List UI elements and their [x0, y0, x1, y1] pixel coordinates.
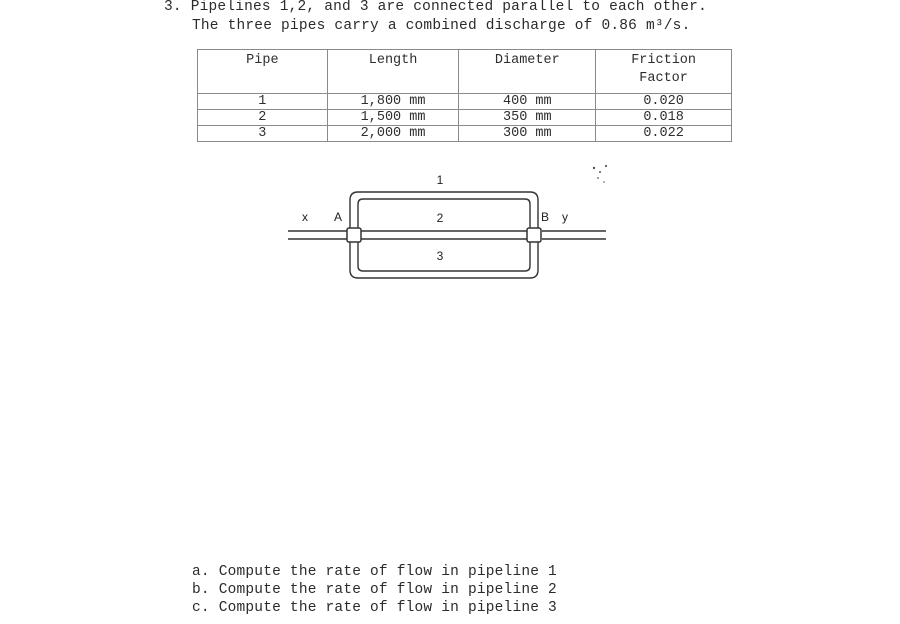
label-pipe-3: 3	[436, 249, 444, 263]
pipe-3	[350, 241, 538, 278]
pipe-1	[350, 192, 538, 229]
outlet-pipe	[542, 231, 606, 239]
cell-pipe: 2	[198, 110, 328, 126]
header-factor: Factor	[639, 71, 688, 86]
header-pipe: Pipe	[198, 50, 328, 94]
parallel-pipe-diagram	[280, 160, 620, 285]
label-pipe-1: 1	[436, 173, 444, 187]
junction-b	[527, 228, 541, 242]
cell-length: 2,000 mm	[327, 126, 459, 142]
pipe-2	[360, 231, 530, 239]
cell-friction: 0.018	[596, 110, 732, 126]
cell-friction: 0.020	[596, 94, 732, 110]
cell-length: 1,500 mm	[327, 110, 459, 126]
problem-statement-line-1: 3. Pipelines 1,2, and 3 are connected parallel to each other.	[164, 0, 707, 15]
cell-pipe: 1	[198, 94, 328, 110]
cell-diameter: 300 mm	[459, 126, 596, 142]
pipe-data-table	[197, 49, 732, 142]
table-header-row	[198, 50, 732, 94]
table-row	[198, 126, 732, 142]
label-point-a: A	[334, 210, 343, 224]
question-b: b. Compute the rate of flow in pipeline 2	[192, 582, 557, 598]
cell-diameter: 400 mm	[459, 94, 596, 110]
cell-diameter: 350 mm	[459, 110, 596, 126]
question-a: a. Compute the rate of flow in pipeline 1	[192, 564, 557, 580]
header-length: Length	[327, 50, 459, 94]
label-x: x	[302, 210, 308, 224]
label-y: y	[562, 210, 568, 224]
problem-statement-line-2: The three pipes carry a combined discharge of 0.86 m³/s.	[192, 18, 691, 34]
label-point-b: B	[541, 210, 550, 224]
cell-friction: 0.022	[596, 126, 732, 142]
scan-speckle	[593, 165, 607, 183]
header-friction-factor	[596, 50, 732, 94]
cell-pipe: 3	[198, 126, 328, 142]
table-row	[198, 110, 732, 126]
header-friction: Friction	[631, 53, 696, 68]
inlet-pipe	[288, 231, 348, 239]
cell-length: 1,800 mm	[327, 94, 459, 110]
label-pipe-2: 2	[436, 211, 444, 225]
header-diameter: Diameter	[459, 50, 596, 94]
table-row	[198, 94, 732, 110]
junction-a	[347, 228, 361, 242]
question-c: c. Compute the rate of flow in pipeline 3	[192, 600, 557, 616]
